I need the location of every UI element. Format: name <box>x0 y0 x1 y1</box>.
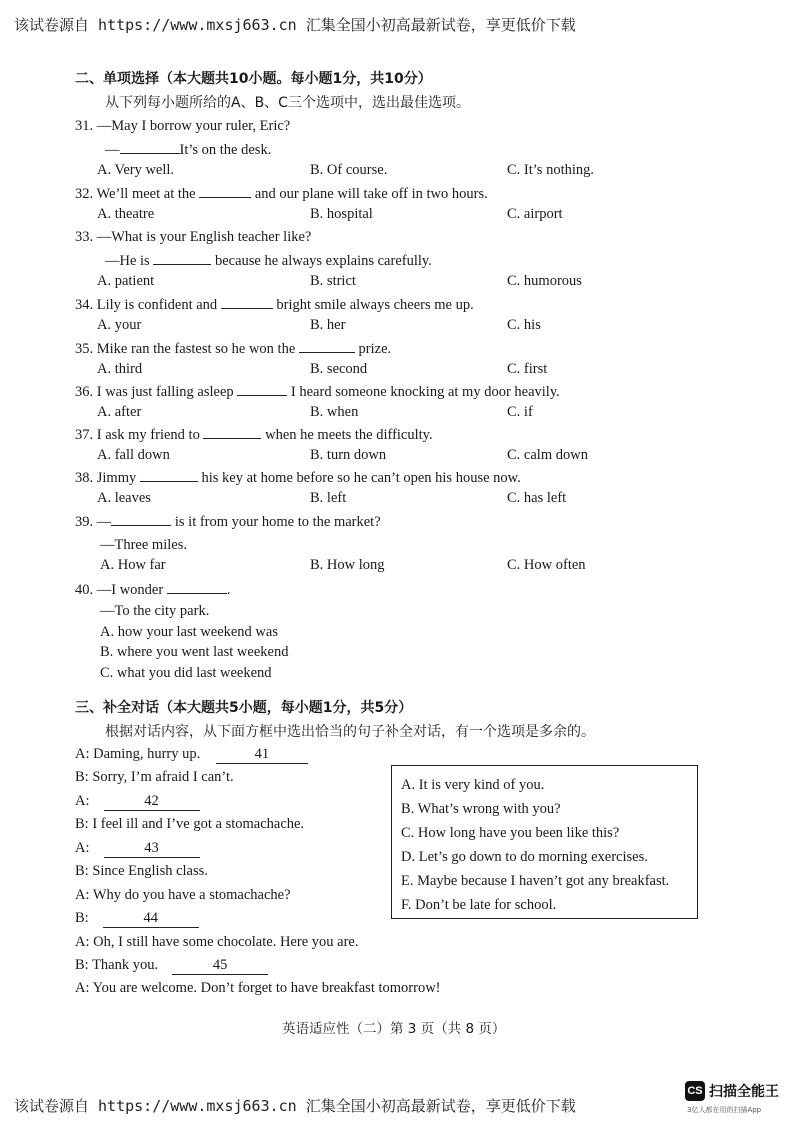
section2-title: 二、单项选择（本大题共10小题。每小题1分，共10分） <box>75 71 432 87</box>
dialogue-line-4: B: I feel ill and I’ve got a stomachache. <box>75 816 305 832</box>
dialogue-line-6: B: Since English class. <box>75 863 208 879</box>
source-banner-bottom: 该试卷源自 https://www.mxsj663.cn 汇集全国小初高最新试卷，享更低价下载 <box>14 1097 576 1115</box>
dialogue-line-11: A: You are welcome. Don’t forget to have breakfast tomorrow! <box>75 980 441 996</box>
dialogue-option-b: B. What’s wrong with you? <box>401 801 561 817</box>
question-35-option-b: B. second <box>310 361 368 377</box>
blank-41: 41 <box>216 746 308 764</box>
question-39-answer-line: —Three miles. <box>100 537 187 553</box>
question-36-option-a: A. after <box>97 404 142 420</box>
question-38-option-a: A. leaves <box>97 490 151 506</box>
blank-45: 45 <box>172 957 268 975</box>
question-37-option-c: C. calm down <box>507 447 588 463</box>
question-37-stem: 37. I ask my friend to when he meets the difficulty. <box>75 427 433 443</box>
blank-44: 44 <box>103 910 199 928</box>
question-34-option-b: B. her <box>310 317 346 333</box>
question-39-option-a: A. How far <box>100 557 166 573</box>
dialogue-line-1: A: Daming, hurry up. 41 <box>75 746 308 764</box>
dialogue-option-a: A. It is very kind of you. <box>401 777 545 793</box>
question-32-stem: 32. We’ll meet at the and our plane will take off in two hours. <box>75 186 488 202</box>
question-40-option-c: C. what you did last weekend <box>100 665 272 681</box>
dialogue-line-3: A: 42 <box>75 793 200 811</box>
question-40-answer-line: —To the city park. <box>100 603 210 619</box>
question-31-stem: 31. —May I borrow your ruler, Eric? <box>75 118 291 134</box>
dialogue-line-9: A: Oh, I still have some chocolate. Here you are. <box>75 934 359 950</box>
section2-instruction: 从下列每小题所给的A、B、C三个选项中，选出最佳选项。 <box>105 95 470 111</box>
question-38-option-b: B. left <box>310 490 347 506</box>
question-34-option-a: A. your <box>97 317 142 333</box>
dialogue-line-2: B: Sorry, I’m afraid I can’t. <box>75 769 234 785</box>
question-40-option-b: B. where you went last weekend <box>100 644 289 660</box>
question-33-option-b: B. strict <box>310 273 356 289</box>
scanner-app-name: 扫描全能王 <box>709 1084 779 1100</box>
question-33-option-a: A. patient <box>97 273 155 289</box>
question-34-stem: 34. Lily is confident and bright smile always cheers me up. <box>75 297 474 313</box>
question-33-stem: 33. —What is your English teacher like? <box>75 229 312 245</box>
scanner-app-tagline: 3亿人都在用的扫描App <box>687 1106 762 1114</box>
dialogue-line-7: A: Why do you have a stomachache? <box>75 887 291 903</box>
question-32-option-a: A. theatre <box>97 206 155 222</box>
scanner-app-logo <box>685 1079 785 1119</box>
question-34-option-c: C. his <box>507 317 541 333</box>
question-36-option-b: B. when <box>310 404 359 420</box>
dialogue-option-d: D. Let’s go down to do morning exercises. <box>401 849 648 865</box>
dialogue-line-5: A: 43 <box>75 840 200 858</box>
question-38-option-c: C. has left <box>507 490 567 506</box>
blank-42: 42 <box>104 793 200 811</box>
blank-43: 43 <box>104 840 200 858</box>
source-banner-top: 该试卷源自 https://www.mxsj663.cn 汇集全国小初高最新试卷，享更低价下载 <box>14 16 576 34</box>
dialogue-line-10: B: Thank you. 45 <box>75 957 268 975</box>
question-31-option-c: C. It’s nothing. <box>507 162 595 178</box>
question-31-line2: — It’s on the desk. <box>105 142 272 158</box>
dialogue-option-c: C. How long have you been like this? <box>401 825 620 841</box>
question-35-stem: 35. Mike ran the fastest so he won the prize. <box>75 341 392 357</box>
question-33-option-c: C. humorous <box>507 273 582 289</box>
question-40-stem: 40. —I wonder . <box>75 582 231 598</box>
question-40-option-a: A. how your last weekend was <box>100 624 278 640</box>
question-39-option-b: B. How long <box>310 557 385 573</box>
question-32-option-c: C. airport <box>507 206 563 222</box>
dialogue-line-8: B: 44 <box>75 910 199 928</box>
dialogue-option-e: E. Maybe because I haven’t got any breakfast. <box>401 873 670 889</box>
question-33-line2: —He is because he always explains carefully. <box>105 253 432 269</box>
question-38-stem: 38. Jimmy his key at home before so he can’t open his house now. <box>75 470 521 486</box>
cs-logo-icon: CS <box>685 1081 705 1101</box>
question-35-option-a: A. third <box>97 361 143 377</box>
question-31-option-b: B. Of course. <box>310 162 388 178</box>
question-39-stem: 39. — is it from your home to the market? <box>75 514 381 530</box>
dialogue-option-f: F. Don’t be late for school. <box>401 897 557 913</box>
question-36-stem: 36. I was just falling asleep I heard someone knocking at my door heavily. <box>75 384 560 400</box>
question-32-option-b: B. hospital <box>310 206 373 222</box>
question-31-option-a: A. Very well. <box>97 162 175 178</box>
section3-title: 三、补全对话（本大题共5小题，每小题1分，共5分） <box>75 700 413 716</box>
question-39-option-c: C. How often <box>507 557 586 573</box>
section3-instruction: 根据对话内容，从下面方框中选出恰当的句子补全对话，有一个选项是多余的。 <box>105 724 595 740</box>
page-number-footer: 英语适应性（二）第 3 页（共 8 页） <box>282 1021 506 1037</box>
question-35-option-c: C. first <box>507 361 548 377</box>
question-37-option-a: A. fall down <box>97 447 170 463</box>
question-37-option-b: B. turn down <box>310 447 387 463</box>
question-36-option-c: C. if <box>507 404 533 420</box>
